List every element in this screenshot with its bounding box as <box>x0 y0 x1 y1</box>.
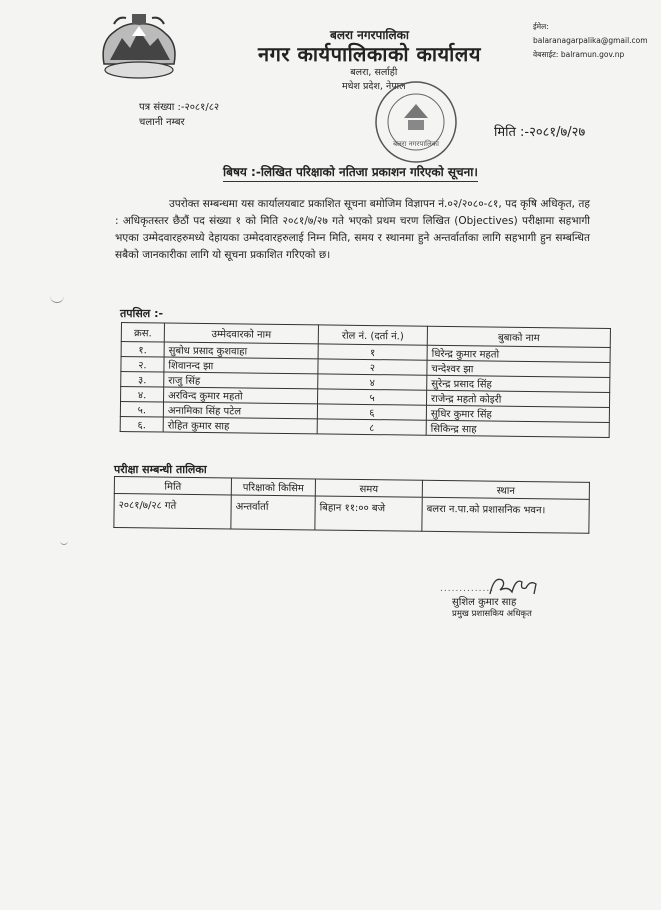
candidates-table <box>120 322 611 438</box>
table-cell: बलरा न.पा.को प्रशासनिक भवन। <box>422 497 589 533</box>
table-cell: रोहित कुमार साह <box>163 417 317 434</box>
table-cell: ५ <box>318 389 427 405</box>
table-cell: बिहान ११:०० बजे <box>315 496 422 531</box>
table-cell: सुरेन्द्र प्रसाद सिंह <box>427 375 610 392</box>
stamp-text: बलरा नगरपालिका <box>393 140 439 148</box>
column-header: परिक्षाको किसिम <box>231 478 315 496</box>
scan-mark <box>60 538 68 545</box>
column-header: बुबाको नाम <box>427 326 610 347</box>
municipality-emblem-icon <box>96 12 182 84</box>
schedule-label: परीक्षा सम्बन्धी तालिका <box>114 463 207 476</box>
municipality-name: बलरा नगरपालिका <box>330 28 409 42</box>
letter-number: पत्र संख्या :-२०८१/८२ <box>139 102 220 113</box>
table-cell: अनामिका सिंह पटेल <box>163 402 317 419</box>
signature-dots: .............. <box>440 584 495 594</box>
notice-date: मिति :-२०८१/७/२७ <box>494 125 586 140</box>
table-cell: अरविन्द कुमार महतो <box>164 387 318 404</box>
table-cell: अन्तर्वार्ता <box>231 495 315 530</box>
table-cell: धिरेन्द्र कुमार महतो <box>427 345 610 362</box>
table-cell: सुबोध प्रसाद कुशवाहा <box>164 342 318 359</box>
scan-mark <box>50 296 64 303</box>
address-line-1: बलरा, सर्लाही <box>350 67 398 78</box>
table-row <box>114 494 589 534</box>
notice-subject: बिषय :-लिखित परिक्षाको नतिजा प्रकाशन गरिएको सूचना। <box>223 163 478 182</box>
table-cell: राजु सिंह <box>164 372 318 389</box>
address-line-2: मधेश प्रदेश, नेपाल <box>342 81 406 92</box>
table-cell: ६. <box>120 416 163 432</box>
email-value: balaranagarpalika@gmail.com <box>533 36 648 45</box>
table-cell: २. <box>121 357 164 373</box>
table-cell: ३. <box>121 372 164 388</box>
office-title: नगर कार्यपालिकाको कार्यालय <box>258 42 481 66</box>
notice-body: उपरोक्त सम्बन्धमा यस कार्यालयबाट प्रकाशित सूचना बमोजिम विज्ञापन नं.०२/२०८०-८१, पद कृषि अधिकृत, तह : अधिकृतस्तर छैठौं पद संख्या १ को मिति २०८१/७/२७ गते भएको प्रथम चरण लिखित (Objectives) परीक्षामा सहभागी भएका उम्मेदवारहरुमध्ये देहायका उम्मेदवारहरुलाई निम्न मिति, समय र स्थानमा हुने अन्तर्वार्ताका लागि सहभागी हुन सम्बन्धित सबैको जानकारीका लागि यो सूचना प्रकाशित गरिएको छ। <box>115 198 590 261</box>
table-cell: २०८१/७/२८ गते <box>114 494 231 529</box>
column-header: क्रस. <box>121 323 164 343</box>
table-cell: ४. <box>121 387 164 403</box>
email-label: ईमेल: <box>533 22 549 31</box>
signatory-name: सुशिल कुमार साह <box>452 597 517 608</box>
table-cell: शिवानन्द झा <box>164 357 318 374</box>
column-header: मिति <box>114 477 231 495</box>
signatory-title: प्रमुख प्रशासकिय अधिकृत <box>452 609 532 619</box>
table-cell: ५. <box>120 402 163 418</box>
website-label: वेबसाईट: <box>533 50 559 59</box>
column-header: स्थान <box>422 480 589 499</box>
column-header: उम्मेदवारको नाम <box>164 323 318 344</box>
schedule-table <box>113 476 590 534</box>
reference-block <box>139 100 219 130</box>
column-header: रोल नं. (दर्ता नं.) <box>318 325 427 345</box>
table-cell: सिकिन्द्र साह <box>426 420 609 437</box>
table-cell: राजेन्द्र महतो कोइरी <box>427 390 610 407</box>
column-header: समय <box>315 479 422 497</box>
tapasil-label: तपसिल :- <box>120 307 164 320</box>
office-stamp-icon <box>366 72 466 172</box>
table-cell: सुधिर कुमार सिंह <box>426 405 609 422</box>
contact-info <box>533 20 661 62</box>
website-value: balramun.gov.np <box>560 50 625 59</box>
dispatch-number: चलानी नम्बर <box>139 117 185 128</box>
table-cell: ४ <box>318 374 427 390</box>
table-cell: १ <box>318 344 427 360</box>
table-cell: ६ <box>317 404 426 420</box>
table-cell: २ <box>318 359 427 375</box>
table-cell: १. <box>121 342 164 358</box>
table-cell: ८ <box>317 419 426 435</box>
table-cell: चन्देश्वर झा <box>427 360 610 377</box>
